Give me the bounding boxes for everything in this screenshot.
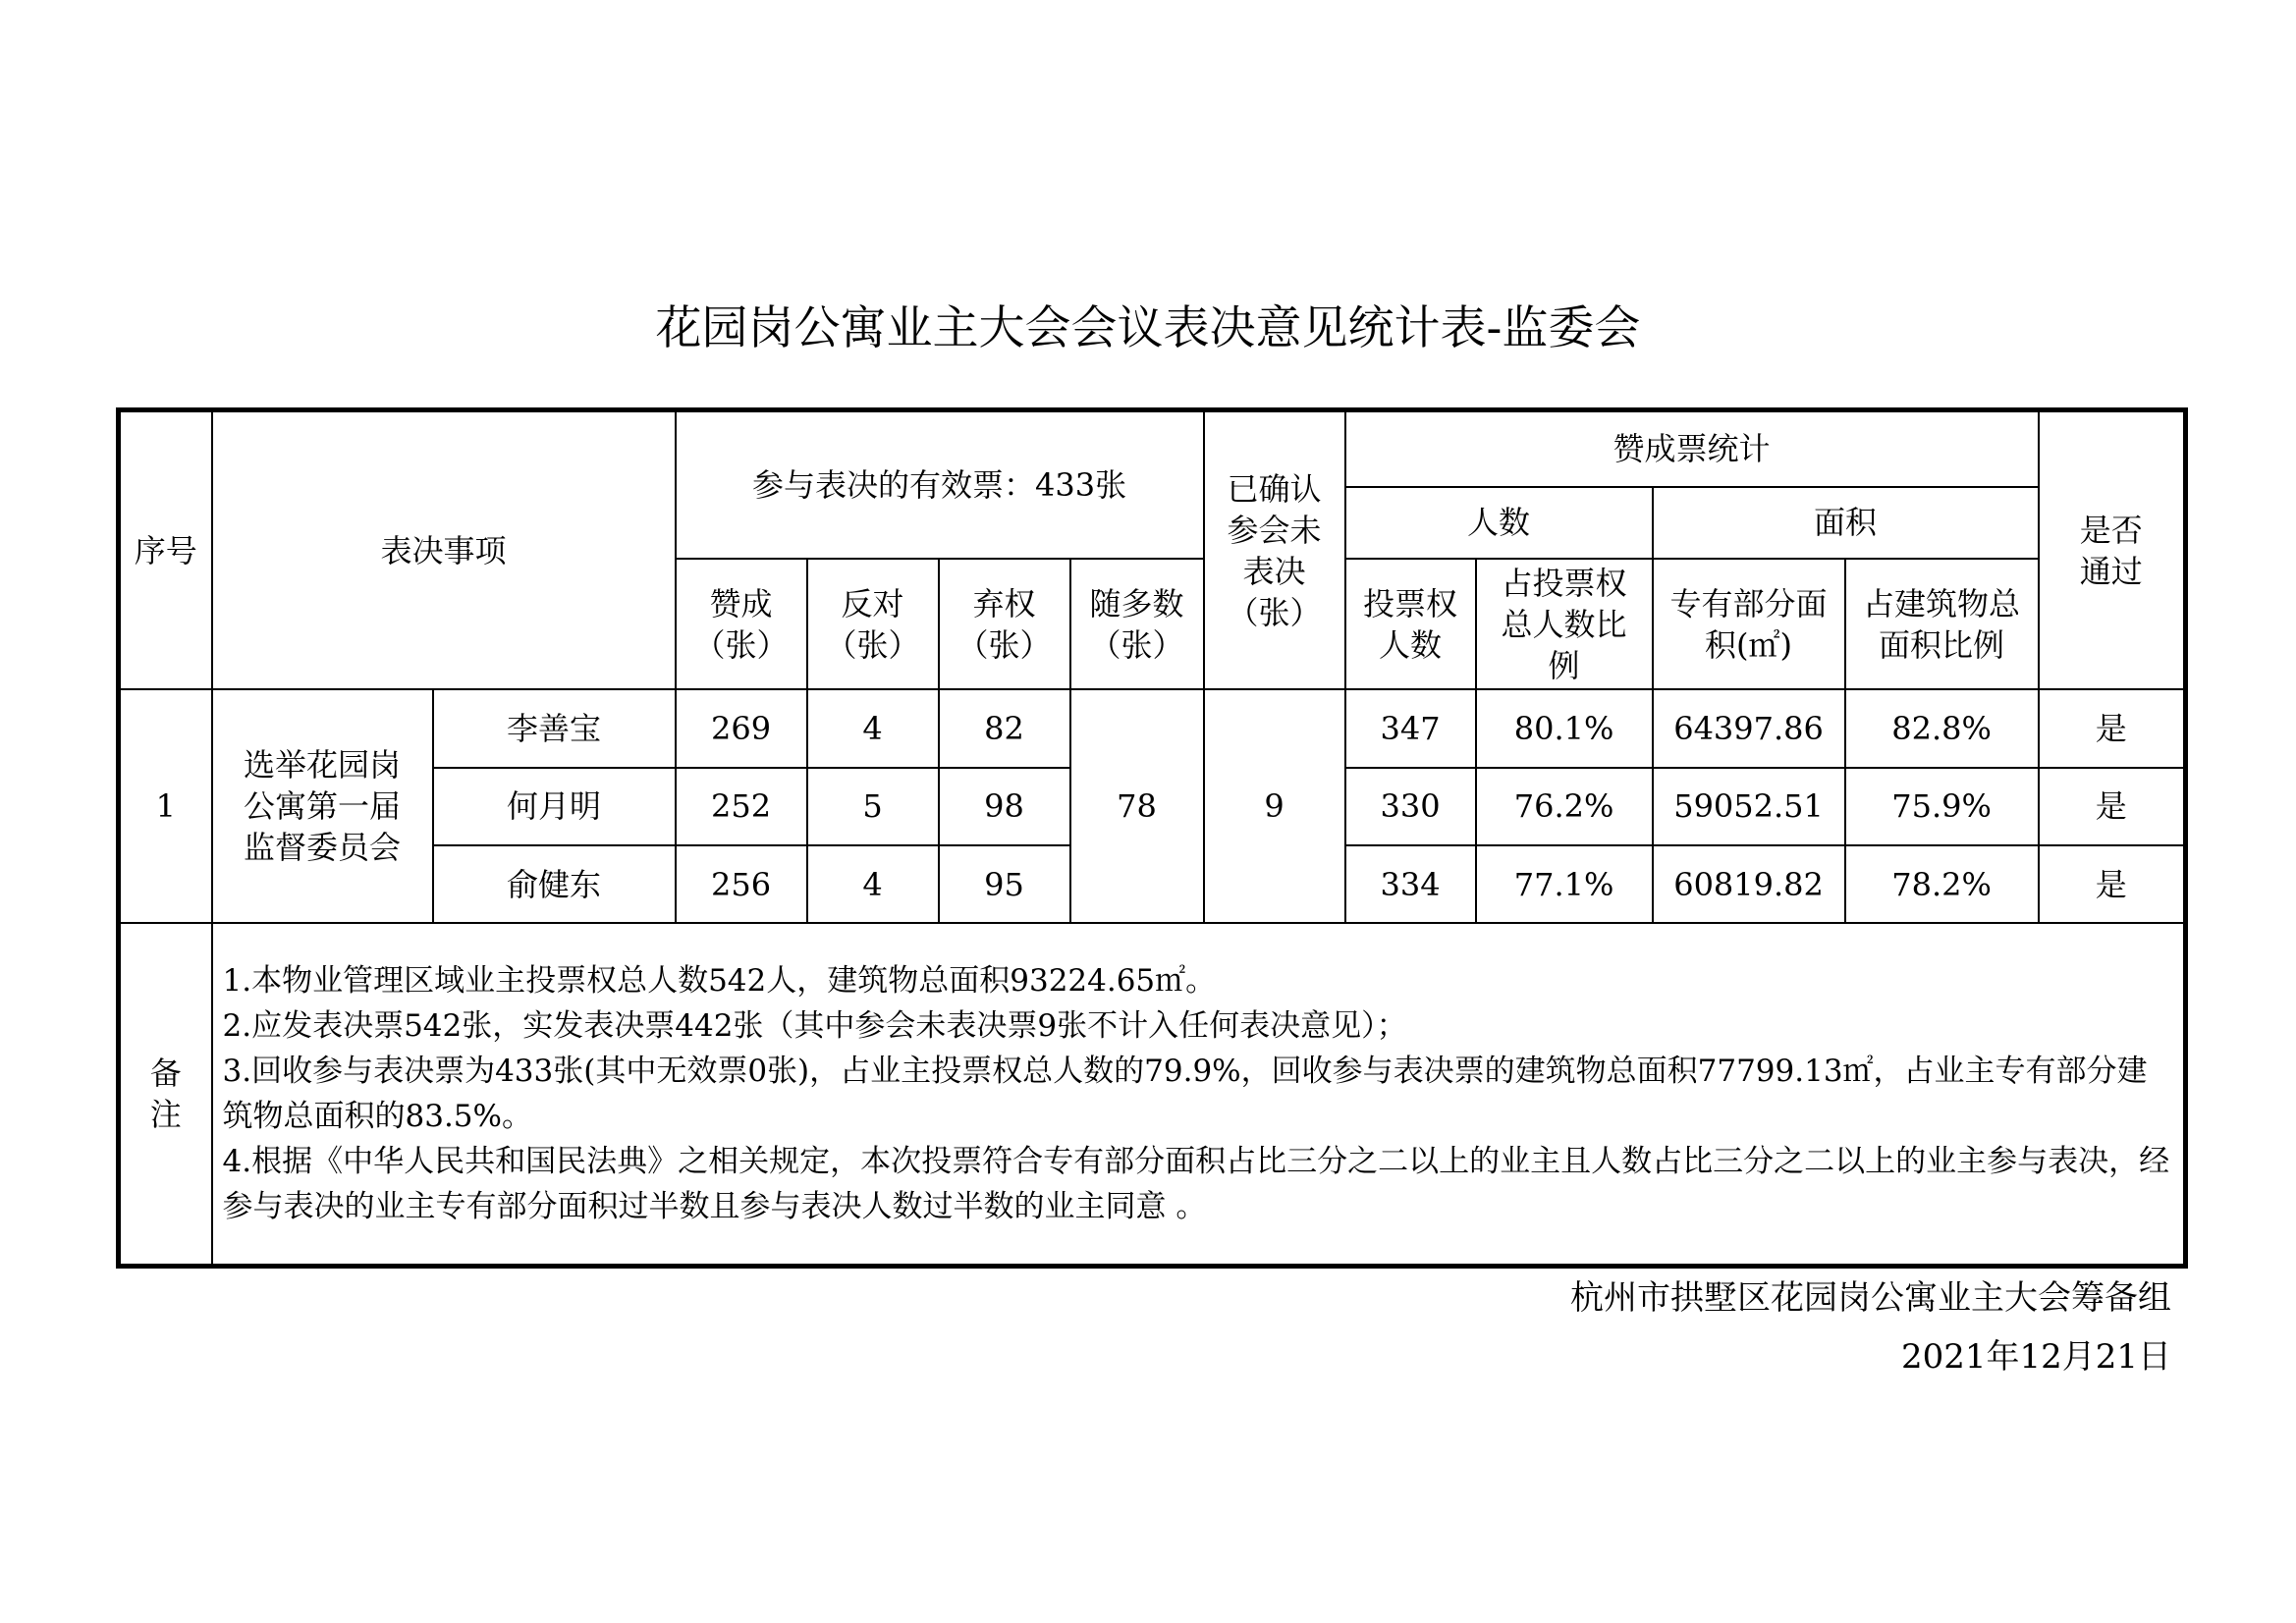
header-people: 人数 [1345,487,1653,559]
vote-statistics-table [116,407,2188,1269]
header-line: 通过 [2079,552,2143,590]
oppose-count: 4 [807,845,939,923]
header-line: 投票权 [1363,584,1458,622]
header-line: 反对 [841,584,904,622]
header-line: （张） [1089,625,1184,664]
item-title-line: 选举花园岗 [243,746,401,784]
notes-label [119,923,212,1266]
abstain-count: 98 [939,768,1070,845]
passed-status: 是 [2039,689,2186,767]
header-line: 参会未 [1227,511,1322,549]
header-area-ratio [1845,559,2039,689]
note-line: 4.根据《中华人民共和国民法典》之相关规定，本次投票符合专有部分面积占比三分之二以上的业主且人数占比三分之二以上的业主参与表决，经参与表决的业主专有部分面积过半数且参与表决人数过半数的业主同意 。 [222,1144,2170,1225]
voter-ratio: 80.1% [1476,689,1653,767]
header-seq [119,410,212,690]
header-line: 赞成 [709,584,773,622]
header-line: 随多数 [1089,584,1184,622]
approve-count: 269 [676,689,807,767]
header-exclusive-area [1653,559,1845,689]
header-line: 是否 [2079,511,2143,549]
header-line: 例 [1548,646,1580,684]
header-follow-majority [1070,559,1204,689]
note-line: 3.回收参与表决票为433张(其中无效票0张)，占业主投票权总人数的79.9%，回收参与表决票的建筑物总面积77799.13㎡，占业主专有部分建筑物总面积的83.5%。 [222,1054,2148,1135]
header-seq-label: 序号 [134,531,197,569]
notes-label-line: 注 [149,1096,182,1134]
header-approve-stats: 赞成票统计 [1345,410,2039,487]
abstain-count: 82 [939,689,1070,767]
header-oppose [807,559,939,689]
area-ratio: 75.9% [1845,768,2039,845]
item-title [212,689,433,923]
header-voter-ratio [1476,559,1653,689]
candidate-name: 俞健东 [433,845,676,923]
exclusive-area: 60819.82 [1653,845,1845,923]
organizer-signature: 杭州市拱墅区花园岗公寓业主大会筹备组 [1570,1278,2171,1318]
voters-count: 334 [1345,845,1476,923]
header-confirmed-unvoted [1204,410,1345,690]
follow-majority-count: 78 [1070,689,1204,923]
header-item: 表决事项 [212,410,676,690]
header-area: 面积 [1653,487,2039,559]
voters-count: 330 [1345,768,1476,845]
header-line: （张） [957,625,1052,664]
header-voters [1345,559,1476,689]
notes-content [212,923,2186,1266]
header-valid-votes: 参与表决的有效票：433张 [676,410,1204,560]
oppose-count: 4 [807,689,939,767]
abstain-count: 95 [939,845,1070,923]
table-row [119,689,2186,767]
candidate-name: 李善宝 [433,689,676,767]
header-line: 占建筑物总 [1863,584,2021,622]
header-line: （张） [693,625,789,664]
exclusive-area: 64397.86 [1653,689,1845,767]
notes-row [119,923,2186,1266]
approve-count: 256 [676,845,807,923]
note-line: 1.本物业管理区域业主投票权总人数542人，建筑物总面积93224.65㎡。 [222,963,1217,1000]
note-line: 2.应发表决票542张，实发表决票442张（其中参会未表决票9张不计入任何表决意见）； [222,1008,1407,1045]
header-line: 总人数比 [1501,605,1627,643]
area-ratio: 82.8% [1845,689,2039,767]
header-approve [676,559,807,689]
header-line: 人数 [1379,625,1443,664]
passed-status: 是 [2039,768,2186,845]
header-line: （张） [1227,593,1322,631]
item-title-line: 公寓第一届 [243,787,401,826]
oppose-count: 5 [807,768,939,845]
document-date: 2021年12月21日 [1900,1337,2171,1377]
header-line: 表决 [1242,552,1306,590]
passed-status: 是 [2039,845,2186,923]
approve-count: 252 [676,768,807,845]
notes-label-line: 备 [149,1055,182,1093]
candidate-name: 何月明 [433,768,676,845]
voter-ratio: 77.1% [1476,845,1653,923]
header-line: （张） [825,625,920,664]
header-passed [2039,410,2186,690]
header-line: 弃权 [972,584,1036,622]
header-line: 面积比例 [1879,625,2005,664]
item-title-line: 监督委员会 [243,829,401,867]
area-ratio: 78.2% [1845,845,2039,923]
confirmed-unvoted-count: 9 [1204,689,1345,923]
header-line: 已确认 [1227,469,1322,508]
exclusive-area: 59052.51 [1653,768,1845,845]
voter-ratio: 76.2% [1476,768,1653,845]
header-abstain [939,559,1070,689]
header-line: 占投票权 [1501,564,1627,602]
item-seq: 1 [119,689,212,923]
header-line: 积(㎡) [1705,625,1793,664]
header-line: 专有部分面 [1669,584,1828,622]
voters-count: 347 [1345,689,1476,767]
document-title: 花园岗公寓业主大会会议表决意见统计表-监委会 [655,301,1641,355]
